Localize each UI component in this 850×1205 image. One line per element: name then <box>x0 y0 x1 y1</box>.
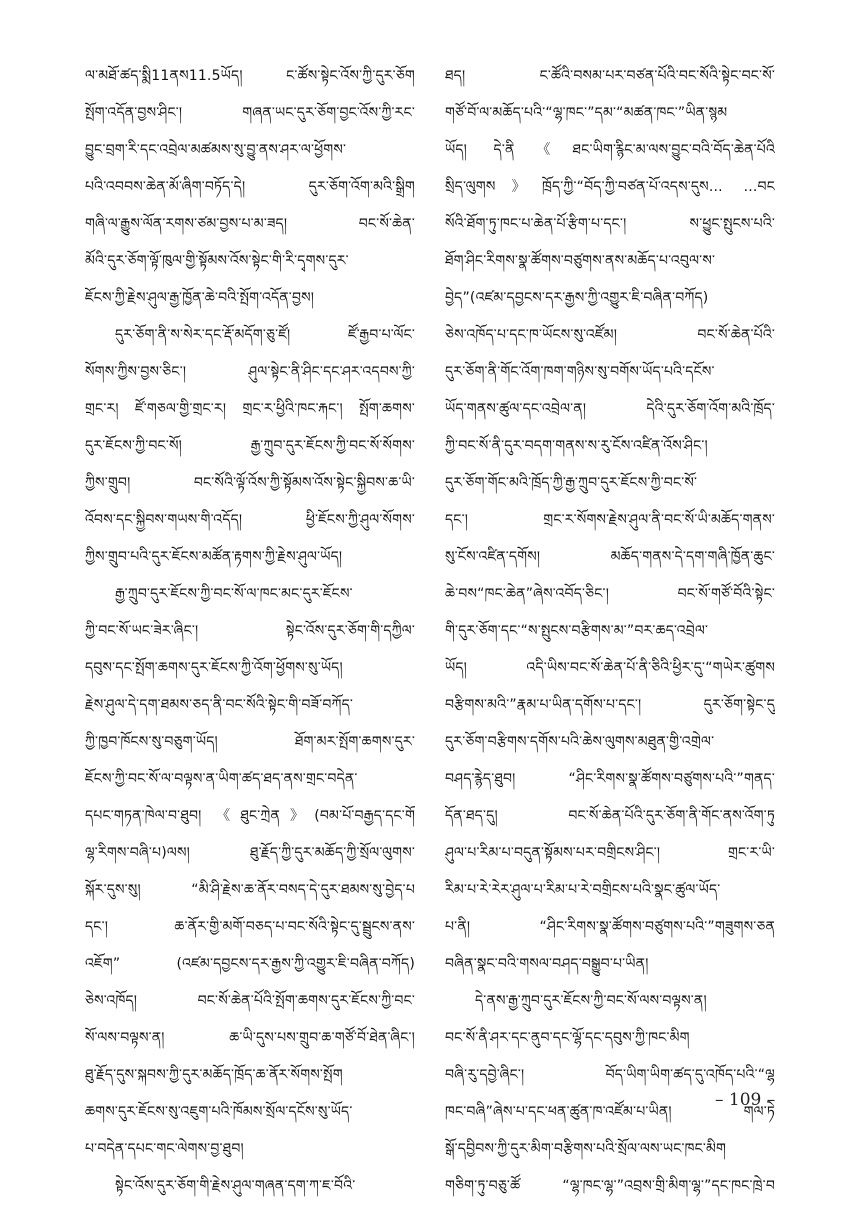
text-line: འཇོག” (འཛམ་དབྱངས་དར་རྒྱས་ཀྱི་འགྱུར་ཇི་བཞིན་བཀོད) <box>85 956 415 972</box>
text-line: སོའི་ཐོག་ཏུ་ཁང་པ་ཆེན་པོ་རྩིག་པ་དང་། ས་ཕྱུང་སྤུངས་པའི་ <box>445 216 775 232</box>
text-line: གྲང་ར། ཛོ་གཅལ་གྱི་གྲང་ར། གྲང་ར་ཕྱིའི་ཁང་རྐང་། སྤོག་ཆགས་ <box>85 401 415 417</box>
text-line: ཀྱི་བང་སོ་ཡང་ཟེར་ཞིང་། སྟེང་འོས་དུར་ཅོག་གི་དཀྱིལ་ <box>85 623 415 639</box>
text-line: དུར་ཅོག་བརྩིགས་དགོས་པའི་ཆེས་ལུགས་མཐུན་གྱི་འགྲེལ་ <box>445 734 715 750</box>
text-line: ཅེས་འཁོད་པ་དང་ཁ་ཡོངས་སུ་འཛོམ། བང་སོ་ཆེན་པོའི་ <box>445 327 775 343</box>
text-line: བཞི་རུ་དབྱེ་ཞིང་། བོད་ཡིག་ཡིག་ཚད་དུ་འཁོད་པའི་“ལྷ <box>445 1067 775 1083</box>
text-line: ཁང་བཞི”ཞེས་པ་དང་ཕན་ཚུན་ཁ་འཛོམ་པ་ཡིན། གལ་ཏེ <box>445 1104 775 1120</box>
text-line: བྱེད”(འཛམ་དབྱངས་དར་རྒྱས་ཀྱི་འགྱུར་ཇི་བཞིན་བཀོད) <box>445 290 709 306</box>
text-line: བཤད་རྙེད་ཐུབ། “ཤིང་རིགས་སྣ་ཚོགས་བཙུགས་པའི་”གནད་ <box>445 771 775 787</box>
text-line: ཐོག་ཤིང་རིགས་སྣ་ཚོགས་བཙུགས་ནས་མཆོད་པ་འབུལ་ས་ <box>445 253 716 269</box>
text-line: དུར་ཅོག་ནི་ས་སེར་དང་རྡོ་མདོག་ཅུ་ཛོ། ཛོ་རྒྱབ་པ་ལོང་ <box>115 327 415 343</box>
text-line: ཤུལ་པ་རིམ་པ་བདུན་སྟོམས་པར་བགྲིངས་ཤིང་། གྲང་ར་ཡི་ <box>445 845 775 861</box>
text-line: དུར་ཅོག་གོང་མའི་ཁྲོད་ཀྱི་རྒྱ་ཀྲུབ་དུར་ཇོངས་ཀྱི་བང་སོ་ <box>445 475 698 491</box>
text-line: ཅེས་འཁོད། བང་སོ་ཆེན་པོའི་སྤོག་ཆགས་དུར་ཇོངས་ཀྱི་བང་ <box>85 993 415 1009</box>
text-line: སོ་ལས་བལྟས་ན། ཆ་ཡི་དུས་པས་གྲུབ་ཆ་གཙོ་བོ་ཐེན་ཞིང་། <box>85 1030 415 1046</box>
text-line: གཅིག་ཏུ་བཅུ་ཚོ “ལྷ་ཁང་ལྷ་”འབྲས་གྲི་མིག་ལྷ་”དང་ཁང་ཁྲེ་བ <box>445 1178 775 1194</box>
text-line: ཀྱི་བང་སོ་ནི་དུར་བདག་གནས་ས་རུ་ངོས་འཛིན་འོས་ཤིང་། <box>445 438 708 454</box>
text-line: དང་། ཆ་ནོར་གྱི་མགོ་བཅད་པ་བང་སོའི་སྟེང་དུ་སྦྲུངས་ནས་ <box>85 919 415 935</box>
text-line: འོབས་དང་སྐྱིབས་གཡས་གི་འདོད། ཕྱི་ཇོངས་ཀྱི་ཤུལ་སོགས་ <box>85 512 415 528</box>
text-line: ཆགས་དུར་ཇོངས་སུ་འཇུག་པའི་ཁོམས་སྲོལ་དངོས་སུ་ཡོད་ <box>85 1104 353 1120</box>
text-line: སྒོ་དབྱིབས་ཀྱི་དུར་མིག་བརྩིགས་པའི་སྲོལ་ལས་ཡང་ཁང་མིག <box>445 1141 727 1157</box>
text-line: སྟེང་འོས་དུར་ཅོག་གི་རྗེས་ཤུལ་གཞན་དག་ཀ་ཇ་བོའི་ <box>115 1178 356 1194</box>
text-line: དང་། གྲང་ར་སོགས་རྗེས་ཤུལ་ནི་བང་སོ་ཡི་མཆོད་གནས་ <box>445 512 775 528</box>
text-line: བཞིན་སྣང་བའི་གསལ་བཤད་བསྒྱུབ་པ་ཡིན། <box>445 956 649 972</box>
text-line: རིམ་པ་རེ་རེར་ཤུལ་པ་རིམ་པ་རེ་བགྲིངས་པའི་སྣང་ཚུལ་ཡོད་ <box>445 882 721 898</box>
text-line: རྗེས་ཤུལ་དེ་དག་ཐམས་ཅད་ནི་བང་སོའི་སྟེང་གི་བཟོ་བཀོད་ <box>85 697 354 713</box>
text-line: བརྩིགས་མའི་”རྣམ་པ་ཡིན་དགོས་པ་དང་། དུར་ཅོག་སྟེང་དུ <box>445 697 775 713</box>
text-line: སོགས་ཀྱིས་བྱས་ཅིང་། ཤུལ་སྟེང་ནི་ཤིང་དང་ཤར་འདབས་ཀྱི་ <box>85 364 415 380</box>
text-line: དེ་ནས་རྒྱ་ཀྲུབ་དུར་ཇོངས་ཀྱི་བང་སོ་ལས་བལྟས་ན། <box>475 993 707 1009</box>
text-line: པ་ནི། “ཤིང་རིགས་སྣ་ཚོགས་བཙུགས་པའི་”གཟུགས་ཅན <box>445 919 775 935</box>
text-line: རྒྱ་ཀྲུབ་དུར་ཇོངས་ཀྱི་བང་སོ་ལ་ཁང་མང་དུར་ཇོངས་ <box>115 586 353 602</box>
text-line: དོན་ཐད་དུ། བང་སོ་ཆེན་པོའི་དུར་ཅོག་ནི་གོང་ནས་འོག་ཏུ <box>445 808 775 824</box>
text-line: ཐུ་རྗོད་དུས་སྐབས་ཀྱི་དུར་མཆོད་ཁྲོད་ཆ་ནོར་སོགས་སྤོག <box>85 1067 343 1083</box>
text-line: དཔང་གཏན་ཁེལ་བ་ཐུབ། 《ཐུང་ཀྲེན》(བམ་པོ་བརྒྱད་དང་གོ <box>85 808 415 824</box>
text-line: སྐོར་དུས་སུ། “མི་ཤི་རྗེས་ཆ་ནོར་བསད་དེ་དུར་ཐམས་སུ་བྱེད་པ <box>85 882 415 898</box>
left-text-column <box>85 58 415 1205</box>
text-line: གི་དུར་ཅོག་དང་“ས་སྤུངས་བརྩིགས་མ་”བར་ཆད་འབྲེལ་ <box>445 623 709 639</box>
text-line: ཇོངས་ཀྱི་བང་སོ་ལ་བལྟས་ན་ཡིག་ཚད་ཐད་ནས་གྲང་བདེན་ <box>85 771 358 787</box>
text-line: དུར་ཇོངས་ཀྱི་བང་སོ། རྒྱ་ཀྲུབ་དུར་ཇོངས་ཀྱི་བང་སོ་སོགས་ <box>85 438 415 454</box>
text-line: ཡོད་གནས་ཚུལ་དང་འབྲེལ་ན། དེའི་དུར་ཅོག་འོག་མའི་ཁྲོད་ <box>445 401 775 417</box>
text-line: བང་སོ་ནི་ཤར་དང་ནུབ་དང་ལྷོ་དང་དབུས་ཀྱི་ཁང་མིག <box>445 1030 690 1046</box>
text-line: ཡོད། དེ་ནི《ཐང་ཡིག་རྙིང་མ་ལས་བྱུང་བའི་བོད་ཆེན་པོའི <box>445 142 775 158</box>
text-line: མོའི་དུར་ཅོག་ལྟོ་ཁུལ་གྱི་སྟོམས་འོས་སྟེང་གི་རི་དྭགས་དུར་ <box>85 253 349 269</box>
text-line: སྤོག་འདོན་བྱས་ཤིང་། གཞན་ཡང་དུར་ཅོག་བྱང་འོས་ཀྱི་རང་ <box>85 105 415 121</box>
text-line: སྲིད་ལུགས》ཁྲོད་ཀྱི་“བོད་ཀྱི་བཙན་པོ་འདས་དུས... ...བང <box>445 179 775 195</box>
text-line: ཐད། ང་ཚོའི་བསམ་པར་བཙན་པོའི་བང་སོའི་སྟེང་བང་སོ་ <box>445 68 775 84</box>
text-line: དུར་ཅོག་ནི་གོང་འོག་ཁག་གཉིས་སུ་བགོས་ཡོད་པའི་དངོས་ <box>445 364 715 380</box>
text-line: པ་བདེན་དཔང་གང་ལེགས་བྱ་ཐུབ། <box>85 1141 244 1157</box>
text-line: སུ་ངོས་འཛིན་དགོས། མཆོད་གནས་དེ་དག་གཞི་ཁྱོན་ཆུང་ <box>445 549 775 565</box>
text-line: བྱུང་བྲག་རི་དང་འབྲེལ་མཚམས་སུ་བྱུ་ནས་ཤར་ལ་ཕྱོགས་ <box>85 142 347 158</box>
text-line: ཆེ་བས“ཁང་ཆེན”ཞེས་འབོད་ཅིང་། བང་སོ་གཙོ་བོའི་སྟེང་ <box>445 586 775 602</box>
text-line: ལ་མཐོ་ཚད་སྨི11ནས11.5ཡོད། ང་ཚོས་སྟེང་འོས་ཀྱི་དུར་ཅོག <box>85 68 415 84</box>
text-line: གཞི་ལ་རྒྱུས་ལོན་རགས་ཙམ་བྱས་པ་མ་ཟད། བང་སོ་ཆེན་ <box>85 216 415 232</box>
text-line: ལྷ་རིགས་བཞི་པ)ལས། ཐུ་རྗོད་ཀྱི་དུར་མཆོད་ཀྱི་སྲོལ་ལུགས་ <box>85 845 415 861</box>
right-text-column <box>445 58 775 1205</box>
text-line: ཇོངས་ཀྱི་རྗེས་ཤུལ་རྒྱ་ཁྱོན་ཆེ་བའི་སྤོག་འདོན་བྱས། <box>85 290 315 306</box>
text-line: གཙོ་བོ་ལ་མཆོད་པའི་“ལྷ་ཁང་”དམ་“མཚན་ཁང་”ཡིན་སྙམ <box>445 105 728 121</box>
page-number: – 109 – <box>715 1090 776 1110</box>
text-line: ཀྱིས་གྲུབ་པའི་དུར་ཇོངས་མཚོན་རྟགས་ཀྱི་རྗེས་ཤུལ་ཡོད། <box>85 549 343 565</box>
text-line: པའི་འབབས་ཆེན་མོ་ཞིག་བཏོད་དེ། དུར་ཅོག་འོག་མའི་སྒྲིག <box>85 179 415 195</box>
text-line: ཡོད། འདི་ཡིས་བང་སོ་ཆེན་པོ་ནི་ཅིའི་ཕྱིར་དུ་“གཡེར་ཚུགས <box>445 660 775 676</box>
text-line: ཀྱིས་གྲུབ། བང་སོའི་ལྟོ་འོས་ཀྱི་སྟོམས་འོས་སྟེང་སྐྱིབས་ཆ་ཡི་ <box>85 475 415 491</box>
text-line: ཀྱི་ཁྱབ་ཁོངས་སུ་བཅུག་ཡོད། ཐོག་མར་སྤོག་ཆགས་དུར་ <box>85 734 415 750</box>
text-line: དབུས་དང་སྤོག་ཆགས་དུར་ཇོངས་ཀྱི་འོག་ཕྱོགས་སུ་ཡོད། <box>85 660 343 676</box>
